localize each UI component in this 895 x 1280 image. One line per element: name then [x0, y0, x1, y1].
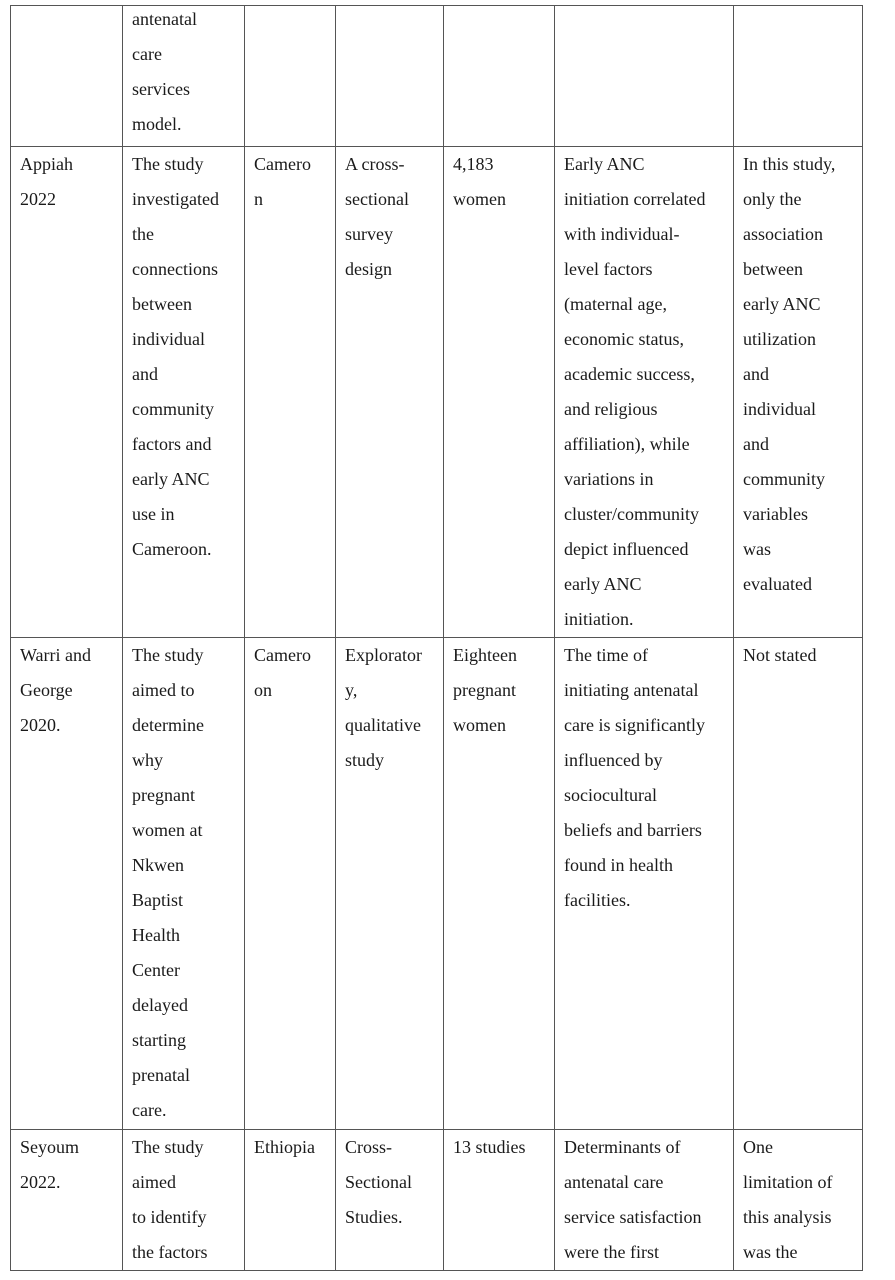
limitations-cell: In this study, only the association between early ANC utilization and individual and community variables was evaluated: [734, 147, 863, 638]
country-cell: Ethiopia: [245, 1130, 336, 1271]
design-cell: [336, 6, 444, 147]
table-row: [11, 6, 863, 147]
author-cell: [11, 6, 123, 147]
findings-cell: The time of initiating antenatal care is significantly influenced by sociocultural beliefs and barriers found in health facilities.: [555, 638, 734, 1130]
design-cell: Explorator y, qualitative study: [336, 638, 444, 1130]
aim-cell: The study investigated the connections between individual and community factors and early ANC use in Cameroon.: [123, 147, 245, 638]
country-cell: Camero on: [245, 638, 336, 1130]
findings-cell: [555, 6, 734, 147]
sample-cell: [444, 6, 555, 147]
aim-cell: The study aimed to determine why pregnant women at Nkwen Baptist Health Center delayed starting prenatal care.: [123, 638, 245, 1130]
sample-cell: 4,183 women: [444, 147, 555, 638]
table-row: [11, 638, 863, 1130]
country-cell: [245, 6, 336, 147]
author-cell: Appiah 2022: [11, 147, 123, 638]
sample-cell: 13 studies: [444, 1130, 555, 1271]
table-row: [11, 147, 863, 638]
aim-cell: antenatal care services model.: [123, 6, 245, 147]
author-cell: Seyoum 2022.: [11, 1130, 123, 1271]
limitations-cell: One limitation of this analysis was the: [734, 1130, 863, 1271]
table-row: [11, 1130, 863, 1271]
country-cell: Camero n: [245, 147, 336, 638]
literature-review-table: [10, 5, 863, 1271]
findings-cell: Determinants of antenatal care service satisfaction were the first: [555, 1130, 734, 1271]
design-cell: Cross- Sectional Studies.: [336, 1130, 444, 1271]
limitations-cell: Not stated: [734, 638, 863, 1130]
author-cell: Warri and George 2020.: [11, 638, 123, 1130]
sample-cell: Eighteen pregnant women: [444, 638, 555, 1130]
aim-cell: The study aimed to identify the factors: [123, 1130, 245, 1271]
design-cell: A cross- sectional survey design: [336, 147, 444, 638]
limitations-cell: [734, 6, 863, 147]
findings-cell: Early ANC initiation correlated with individual- level factors (maternal age, economic status, academic success, and religious affiliation), while variations in cluster/community depict influenced early ANC initiation.: [555, 147, 734, 638]
